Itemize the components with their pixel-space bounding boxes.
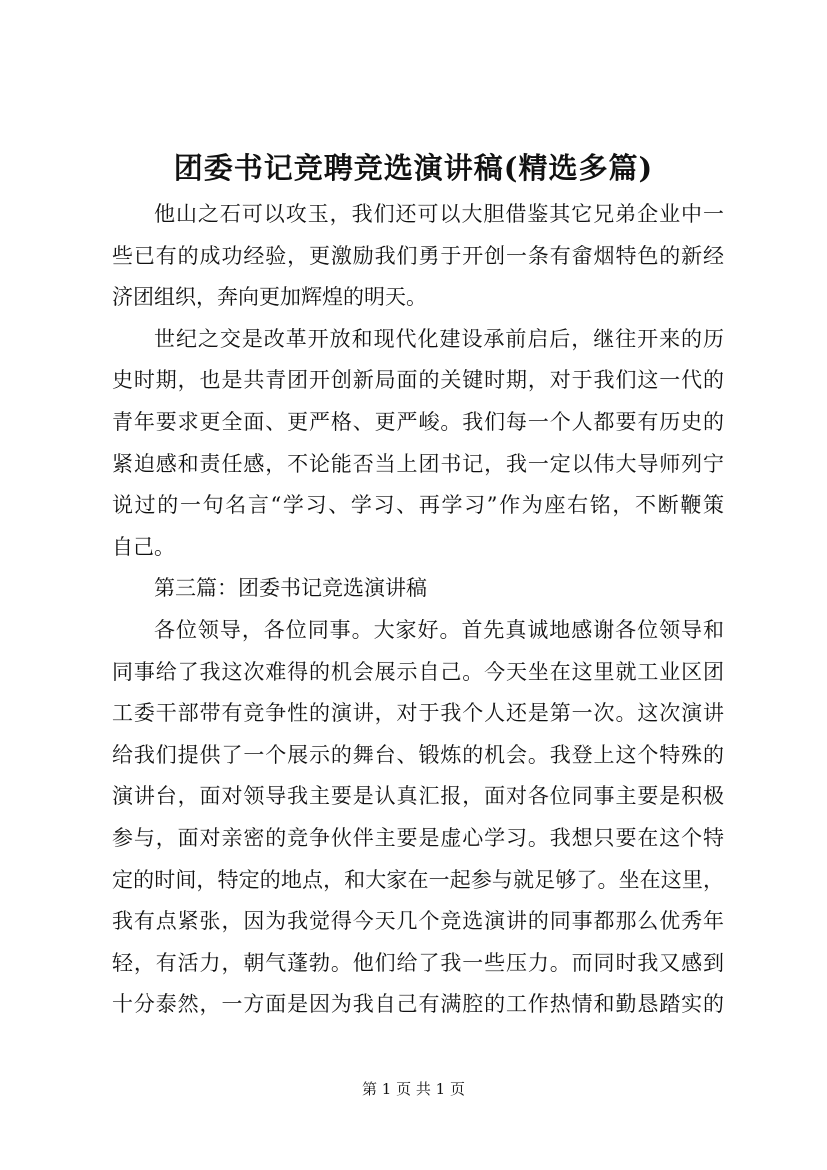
section-heading: 第三篇：团委书记竞选演讲稿 [154,576,427,601]
body-line: 他山之石可以攻玉，我们还可以大胆借鉴其它兄弟企业中一 [154,202,724,226]
body-line: 说过的一句名言“学习、学习、再学习”作为座右铭，不断鞭策 [112,493,724,518]
body-line: 工委干部带有竞争性的演讲，对于我个人还是第一次。这次演讲 [112,701,724,726]
body-line: 史时期，也是共青团开创新局面的关键时期，对于我们这一代的 [112,368,724,393]
document-body [112,194,724,1026]
body-line: 青年要求更全面、更严格、更严峻。我们每一个人都要有历史的 [112,409,724,434]
document-title: 团委书记竞聘竞选演讲稿(精选多篇) [173,151,654,185]
body-line: 十分泰然，一方面是因为我自己有满腔的工作热情和勤恳踏实的 [112,992,724,1017]
body-line: 些已有的成功经验，更激励我们勇于开创一条有畲烟特色的新经 [112,243,724,268]
body-line: 给我们提供了一个展示的舞台、锻炼的机会。我登上这个特殊的 [112,742,724,767]
body-line: 我有点紧张，因为我觉得今天几个竞选演讲的同事都那么优秀年 [112,909,724,934]
body-line: 世纪之交是改革开放和现代化建设承前启后，继往开来的历 [154,326,724,351]
body-line: 定的时间，特定的地点，和大家在一起参与就足够了。坐在这里， [112,867,724,892]
body-line: 轻，有活力，朝气蓬勃。他们给了我一些压力。而同时我又感到 [112,950,724,975]
body-line: 演讲台，面对领导我主要是认真汇报，面对各位同事主要是积极 [112,784,724,809]
body-line: 各位领导，各位同事。大家好。首先真诚地感谢各位领导和 [154,617,724,642]
body-line: 紧迫感和责任感，不论能否当上团书记，我一定以伟大导师列宁 [112,451,724,476]
body-line: 济团组织，奔向更加辉煌的明天。 [112,285,427,310]
body-line: 自己。 [112,534,175,559]
page-footer: 第 1 页 共 1 页 [362,1080,465,1098]
body-line: 参与，面对亲密的竞争伙伴主要是虚心学习。我想只要在这个特 [112,825,724,850]
body-line: 同事给了我这次难得的机会展示自己。今天坐在这里就工业区团 [112,659,724,684]
